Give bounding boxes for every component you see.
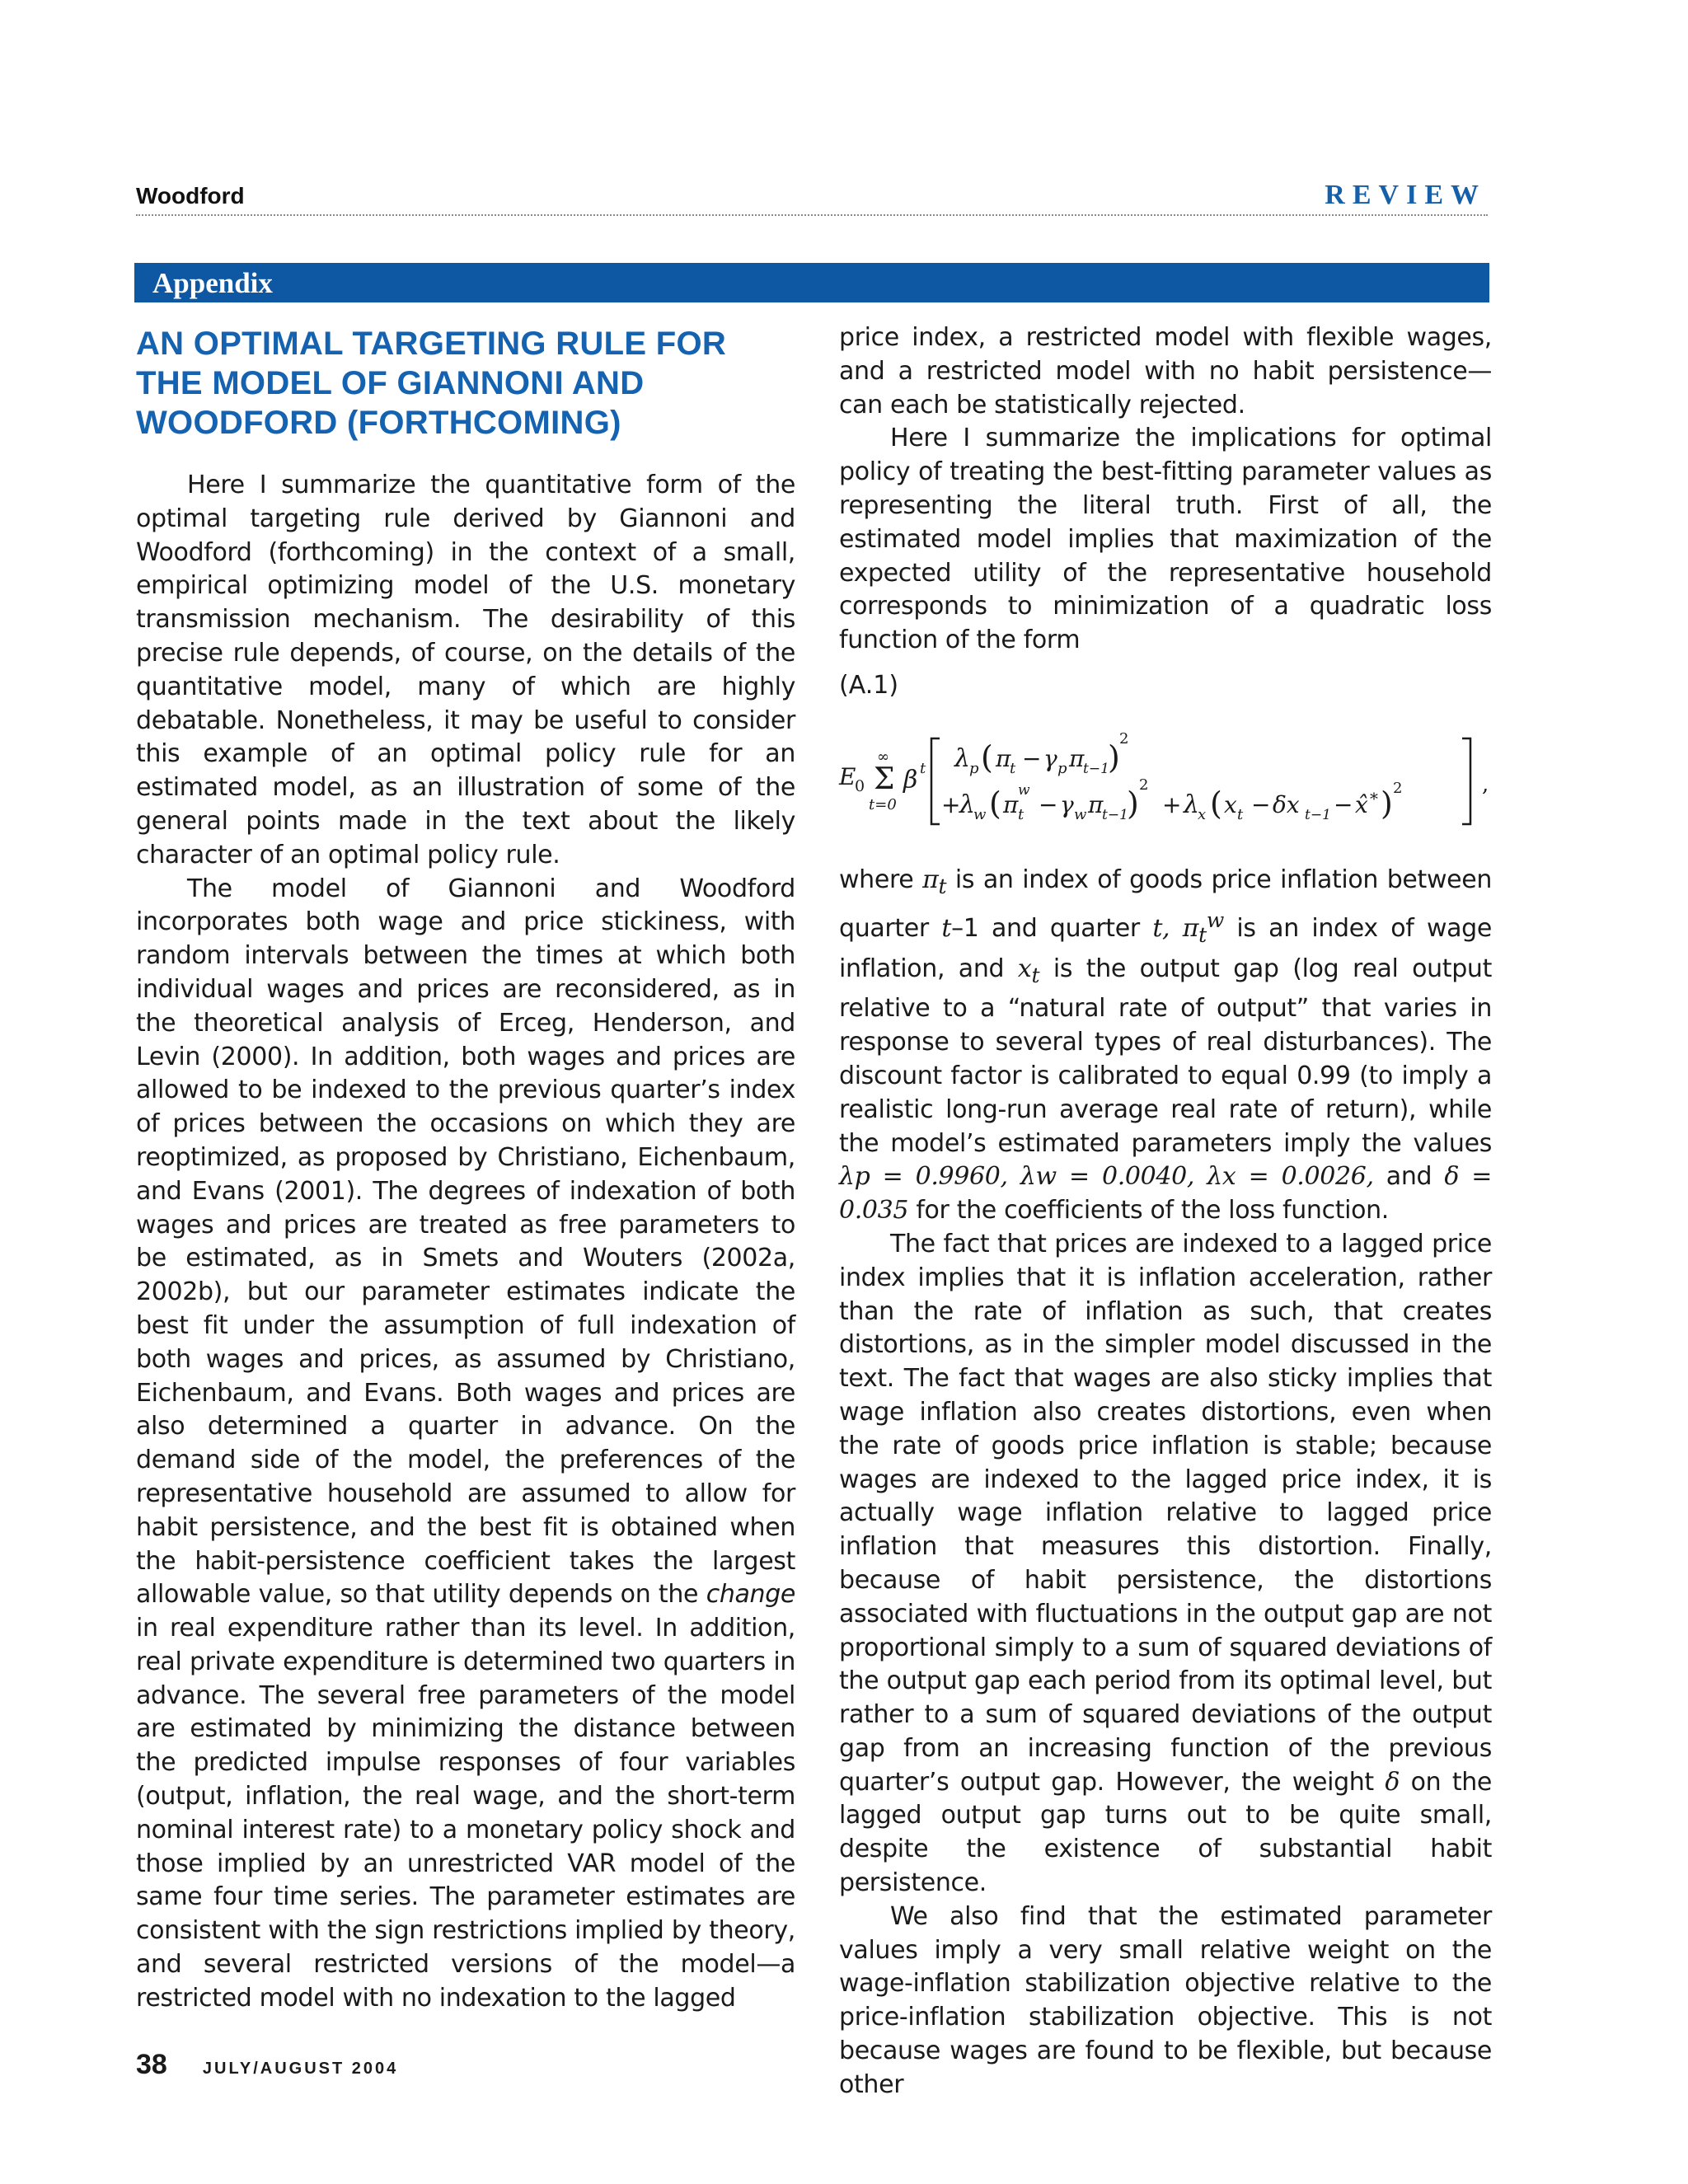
- lambda-p-value: λp = 0.9960,: [839, 1162, 1008, 1192]
- svg-text:t: t: [1010, 759, 1016, 777]
- svg-text:∞: ∞: [877, 748, 889, 766]
- section-title: AN OPTIMAL TARGETING RULE FOR THE MODEL OF GIANNONI AND WOODFORD (FORTHCOMING): [136, 326, 727, 441]
- svg-text:x: x: [1198, 805, 1207, 823]
- lambda-w-value: λw = 0.0040,: [1020, 1162, 1195, 1192]
- paragraph: The fact that prices are indexed to a lagged price index implies that it is inflation acceleration, rather than the rate of inflation as such, that creates distortions, as in the simpler model discussed in the text. The fact that wages are also sticky implies that wage inflation also creates distortions, even when the rate of goods price inflation is stable; because wages are indexed to the lagged price index, it is actually wage inflation relative to lagged price inflation that measures this distortion. Finally, because of habit persistence, the distortions associated with fluctuations in the output gap are not proportional simply to a sum of squared deviations of the output gap each period from its optimal level, but rather to a sum of squared deviations of the output gap from an increasing function of the previous quarter’s output gap. However, the weight δ on the lagged output gap turns out to be quite small, despite the existence of substantial habit persistence.: [839, 1229, 1493, 1898]
- svg-text:t=0: t=0: [869, 795, 897, 813]
- svg-text:2: 2: [1139, 776, 1149, 794]
- svg-text:x: x: [1224, 790, 1237, 818]
- paragraph: where $\pi_t$ is an index of goods price inflation between quarter t–1 and quarter t, $\pi_t^w$ is an index of wage inflation, and $x_t$ is the output gap (log real output relative to a “natural rate of output” that varies in response to several types of real disturbances). The discount factor is calibrated to equal 0.99 (to imply a realistic long-run average real rate of return), while the model’s estimated parameters imply the values λp = 0.9960, λw = 0.0040, λx = 0.0026, and δ = 0.035 for the coefficients of the loss function.: [839, 865, 1493, 1226]
- svg-text:+: +: [1162, 790, 1182, 818]
- t-symbol: t,: [1152, 913, 1170, 943]
- svg-text:λ: λ: [954, 743, 971, 773]
- running-head-author: Woodford: [136, 183, 245, 209]
- svg-text:λ: λ: [1184, 790, 1200, 819]
- svg-text:2: 2: [1119, 729, 1129, 748]
- svg-text:β: β: [903, 765, 918, 794]
- svg-text:E: E: [839, 762, 856, 790]
- equation-graphic: [839, 707, 1492, 849]
- svg-text:−: −: [1334, 790, 1353, 818]
- svg-text:π: π: [996, 744, 1011, 772]
- pi-t-symbol: $\pi_t$: [922, 865, 947, 898]
- svg-text:2: 2: [1393, 779, 1403, 797]
- svg-text:δx: δx: [1273, 790, 1300, 818]
- appendix-banner: [134, 263, 1489, 302]
- svg-text:t: t: [1237, 805, 1244, 823]
- svg-text:x̂: x̂: [1355, 790, 1368, 818]
- svg-text:π: π: [1069, 744, 1085, 772]
- journal-title: REVIEW: [1325, 180, 1486, 210]
- emphasis: change: [706, 1580, 795, 1610]
- svg-text:p: p: [969, 759, 979, 777]
- header-divider: [136, 214, 1488, 216]
- page-footer: [136, 2049, 399, 2080]
- svg-text:w: w: [1018, 781, 1030, 799]
- t-symbol: t: [941, 913, 952, 943]
- paragraph: Here I summarize the quantitative form of the optimal targeting rule derived by Giannoni and Woodford (forthcoming) in the context of a small, empirical optimizing model of the U.S. monetary transmission mechanism. The desirability of this precise rule depends, of course, on the details of the quantitative model, many of which are highly debatable. Nonetheless, it may be useful to consider this example of an optimal policy rule for an estimated model, as an illustration of some of the general points made in the text about the likely character of an optimal policy rule.: [136, 471, 795, 869]
- paragraph: We also find that the estimated parameter values imply a very small relative weight on the wage-inflation stabilization objective relative to the price-inflation stabilization objective. This is not because wages are found to be flexible, but because other: [839, 1901, 1492, 2099]
- right-column: [839, 321, 1493, 2099]
- svg-text:w: w: [973, 805, 987, 823]
- paragraph: The model of Giannoni and Woodford incorporates both wage and price stickiness, with random intervals between the times at which both individual wages and prices are reconsidered, as in the theoretical analysis of Erceg, Henderson, and Levin (2000). In addition, both wages and prices are allowed to be indexed to the previous quarter’s index of prices between the occasions on which they are reoptimized, as proposed by Christiano, Eichenbaum, and Evans (2001). The degrees of indexation of both wages and prices are treated as free parameters to be estimated, as in Smets and Wouters (2002a, 2002b), but our parameter estimates indicate the best fit under the assumption of full indexation of both wages and prices, as assumed by Christiano, Eichenbaum, and Evans. Both wages and prices are also determined a quarter in advance. On the demand side of the model, the preferences of the representative household are assumed to allow for habit persistence, and the best fit is obtained when the habit-persistence coefficient takes the largest allowable value, so that utility depends on the change in real expenditure rather than its level. In addition, real private expenditure is determined two quarters in advance. The several free parameters of the model are estimated by minimizing the distance between the predicted impulse responses of four variables (output, inflation, the real wage, and the short-term nominal interest rate) to a monetary policy shock and those implied by an unrestricted VAR model of the same four time series. The parameter estimates are consistent with the sign restrictions implied by theory, and several restricted versions of the model—a restricted model with no indexation to the lagged: [136, 874, 795, 2013]
- page-number: 38: [136, 2049, 167, 2080]
- svg-text:−: −: [1022, 744, 1042, 772]
- appendix-label: Appendix: [152, 267, 273, 299]
- issue-date: JULY/AUGUST 2004: [202, 2060, 399, 2078]
- svg-text:λ: λ: [959, 790, 976, 819]
- svg-text:Σ: Σ: [874, 762, 895, 796]
- svg-text:−: −: [1251, 790, 1271, 818]
- x-t-symbol: $x_t$: [1017, 954, 1040, 987]
- lambda-x-value: λx = 0.0026,: [1207, 1162, 1374, 1192]
- svg-text:−: −: [1039, 790, 1058, 818]
- left-column: [136, 321, 795, 2036]
- svg-text:): ): [1381, 785, 1393, 822]
- svg-text:*: *: [1370, 788, 1378, 808]
- equation-label: (A.1): [839, 670, 899, 700]
- svg-text:+: +: [941, 790, 961, 818]
- svg-text:,: ,: [1482, 771, 1489, 797]
- svg-text:t: t: [1018, 805, 1025, 823]
- svg-text:w: w: [1074, 805, 1087, 823]
- paragraph: Here I summarize the implications for optimal policy of treating the best-fitting parameter values as representing the literal truth. First of all, the estimated model implies that maximization of the expected utility of the representative household corresponds to minimization of a quadratic loss function of the form: [839, 424, 1492, 655]
- svg-text:): ): [1108, 738, 1120, 776]
- svg-text:0: 0: [855, 776, 865, 795]
- svg-text:t−1: t−1: [1102, 806, 1128, 823]
- svg-text:(: (: [989, 785, 1001, 822]
- svg-text:π: π: [1088, 790, 1104, 818]
- svg-text:): ): [1127, 785, 1139, 822]
- svg-text:γ: γ: [1060, 790, 1074, 818]
- loss-function-equation: [839, 707, 1492, 849]
- svg-text:(: (: [981, 738, 993, 776]
- running-head: [136, 180, 1488, 213]
- pi-w-symbol: $\pi_t^w$: [1182, 907, 1224, 947]
- svg-text:t−1: t−1: [1083, 760, 1109, 777]
- delta-value: δ = 0.035: [839, 1162, 1493, 1226]
- svg-text:γ: γ: [1043, 744, 1057, 772]
- delta-symbol: δ: [1385, 1767, 1400, 1797]
- svg-text:p: p: [1057, 759, 1067, 777]
- paragraph: price index, a restricted model with flexible wages, and a restricted model with no habit persistence—can each be statistically rejected.: [839, 323, 1492, 419]
- svg-text:t: t: [920, 759, 926, 777]
- svg-text:t−1: t−1: [1305, 806, 1331, 823]
- svg-text:π: π: [1003, 790, 1019, 818]
- svg-text:(: (: [1210, 785, 1222, 822]
